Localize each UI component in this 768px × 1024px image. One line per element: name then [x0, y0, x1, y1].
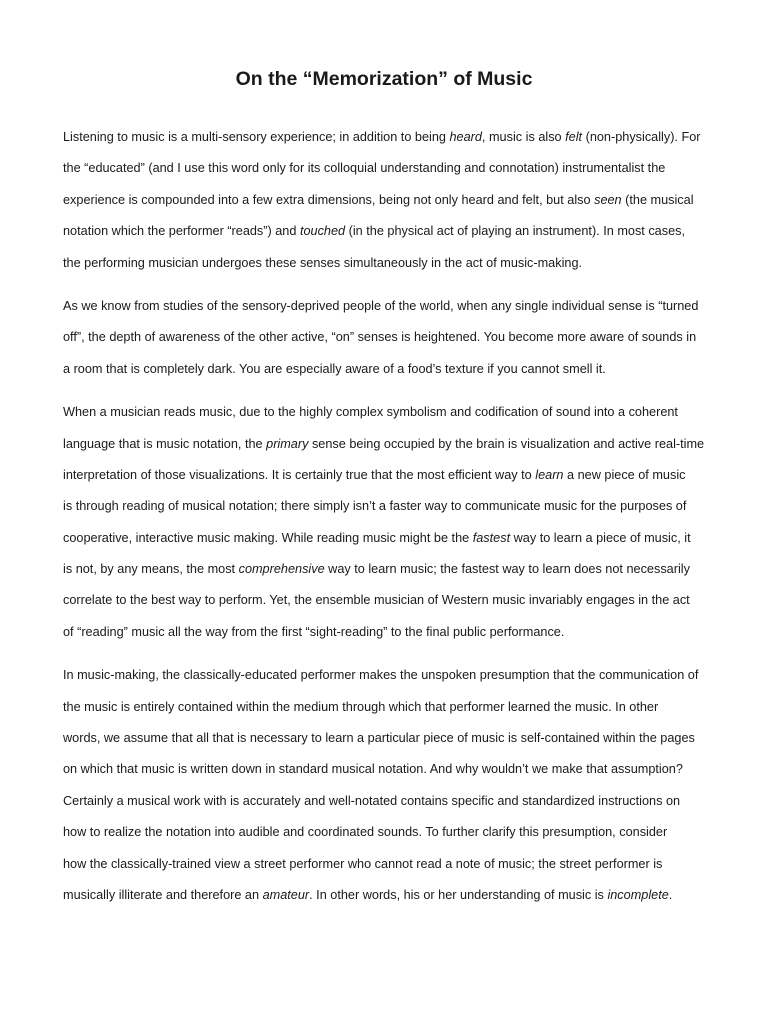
text-line — [63, 723, 711, 754]
text-run: off”, the depth of awareness of the other active, “on” senses is heightened. You become more aware of sounds in — [63, 330, 697, 345]
text-run: a new piece of music — [563, 467, 686, 482]
text-run: As we know from studies of the sensory-deprived people of the world, when any single individual sense is “turned — [63, 298, 699, 313]
document-body — [63, 122, 711, 923]
italic-text: primary — [266, 436, 309, 451]
text-run: language that is music notation, the — [63, 436, 267, 451]
text-line — [63, 185, 711, 216]
text-line — [63, 122, 711, 153]
text-run: is through reading of musical notation; there simply isn’t a faster way to communicate music for the purposes of — [63, 499, 687, 514]
text-run: words, we assume that all that is necessary to learn a particular piece of music is self-contained within the pages — [63, 731, 695, 746]
paragraph — [63, 397, 711, 648]
italic-text: learn — [535, 467, 564, 482]
text-line — [63, 880, 711, 911]
text-line — [63, 153, 711, 184]
text-run: is not, by any means, the most — [63, 562, 239, 577]
italic-text: heard — [449, 130, 482, 144]
text-run: correlate to the best way to perform. Yet, the ensemble musician of Western music invariably engages in the act — [63, 593, 690, 608]
italic-text: felt — [565, 130, 583, 144]
text-run: experience is compounded into a few extra dimensions, being not only heard and felt, but also — [63, 192, 595, 207]
text-line — [63, 397, 711, 428]
text-run: musically illiterate and therefore an — [63, 887, 263, 902]
text-run: the “educated” (and I use this word only for its colloquial understanding and connotation) instrumentalist the — [63, 161, 666, 176]
text-run: the performing musician undergoes these senses simultaneously in the act of music-making. — [63, 255, 583, 270]
text-line — [63, 617, 711, 648]
text-line — [63, 523, 711, 554]
italic-text: fastest — [472, 530, 511, 545]
text-run: way to learn a piece of music, it — [510, 530, 691, 545]
text-run: , music is also — [481, 130, 566, 144]
text-run: Listening to music is a multi-sensory experience; in addition to being — [63, 130, 450, 144]
text-line — [63, 460, 711, 491]
paragraph — [63, 660, 711, 911]
text-line — [63, 322, 711, 353]
text-run: sense being occupied by the brain is visualization and active real-time — [308, 436, 705, 451]
italic-text: amateur — [262, 887, 310, 902]
paragraph — [63, 122, 711, 279]
text-line — [63, 491, 711, 522]
text-run: on which that music is written down in standard musical notation. And why wouldn’t we make that assumption? — [63, 762, 683, 777]
text-line — [63, 354, 711, 385]
text-run: When a musician reads music, due to the highly complex symbolism and codification of sound into a coherent — [63, 405, 678, 420]
text-line — [63, 291, 711, 322]
text-run: how to realize the notation into audible and coordinated sounds. To further clarify this presumption, consider — [63, 825, 668, 840]
text-line — [63, 216, 711, 247]
text-line — [63, 660, 711, 691]
text-run: cooperative, interactive music making. While reading music might be the — [63, 530, 473, 545]
text-run: . In other words, his or her understanding of music is — [309, 887, 608, 902]
text-line — [63, 754, 711, 785]
paragraph — [63, 291, 711, 385]
text-line — [63, 817, 711, 848]
text-line — [63, 692, 711, 723]
text-line — [63, 786, 711, 817]
text-line — [63, 585, 711, 616]
text-line — [63, 429, 711, 460]
text-line — [63, 849, 711, 880]
page-title: On the “Memorization” of Music — [235, 68, 533, 90]
text-line — [63, 554, 711, 585]
italic-text: seen — [594, 192, 622, 207]
text-run: the music is entirely contained within the medium through which that performer learned the music. In other — [63, 699, 659, 714]
text-run: (in the physical act of playing an instrument). In most cases, — [345, 224, 686, 239]
italic-text: incomplete — [607, 887, 669, 902]
text-run: Certainly a musical work with is accurately and well-notated contains specific and standardized instructions on — [63, 793, 681, 808]
text-run: how the classically-trained view a street performer who cannot read a note of music; the street performer is — [63, 856, 663, 871]
text-run: (non-physically). For — [582, 130, 701, 144]
text-run: notation which the performer “reads”) and — [63, 224, 300, 239]
text-line — [63, 248, 711, 279]
text-run: In music-making, the classically-educated performer makes the unspoken presumption that the communication of — [63, 668, 699, 683]
italic-text: comprehensive — [238, 562, 325, 577]
text-run: . — [668, 887, 673, 902]
italic-text: touched — [299, 224, 346, 239]
text-run: way to learn music; the fastest way to learn does not necessarily — [324, 562, 690, 577]
text-run: a room that is completely dark. You are especially aware of a food’s texture if you cannot smell it. — [63, 361, 606, 376]
text-run: interpretation of those visualizations. It is certainly true that the most efficient way to — [63, 467, 536, 482]
text-run: of “reading” music all the way from the first “sight-reading” to the final public performance. — [63, 624, 565, 639]
text-run: (the musical — [621, 192, 694, 207]
